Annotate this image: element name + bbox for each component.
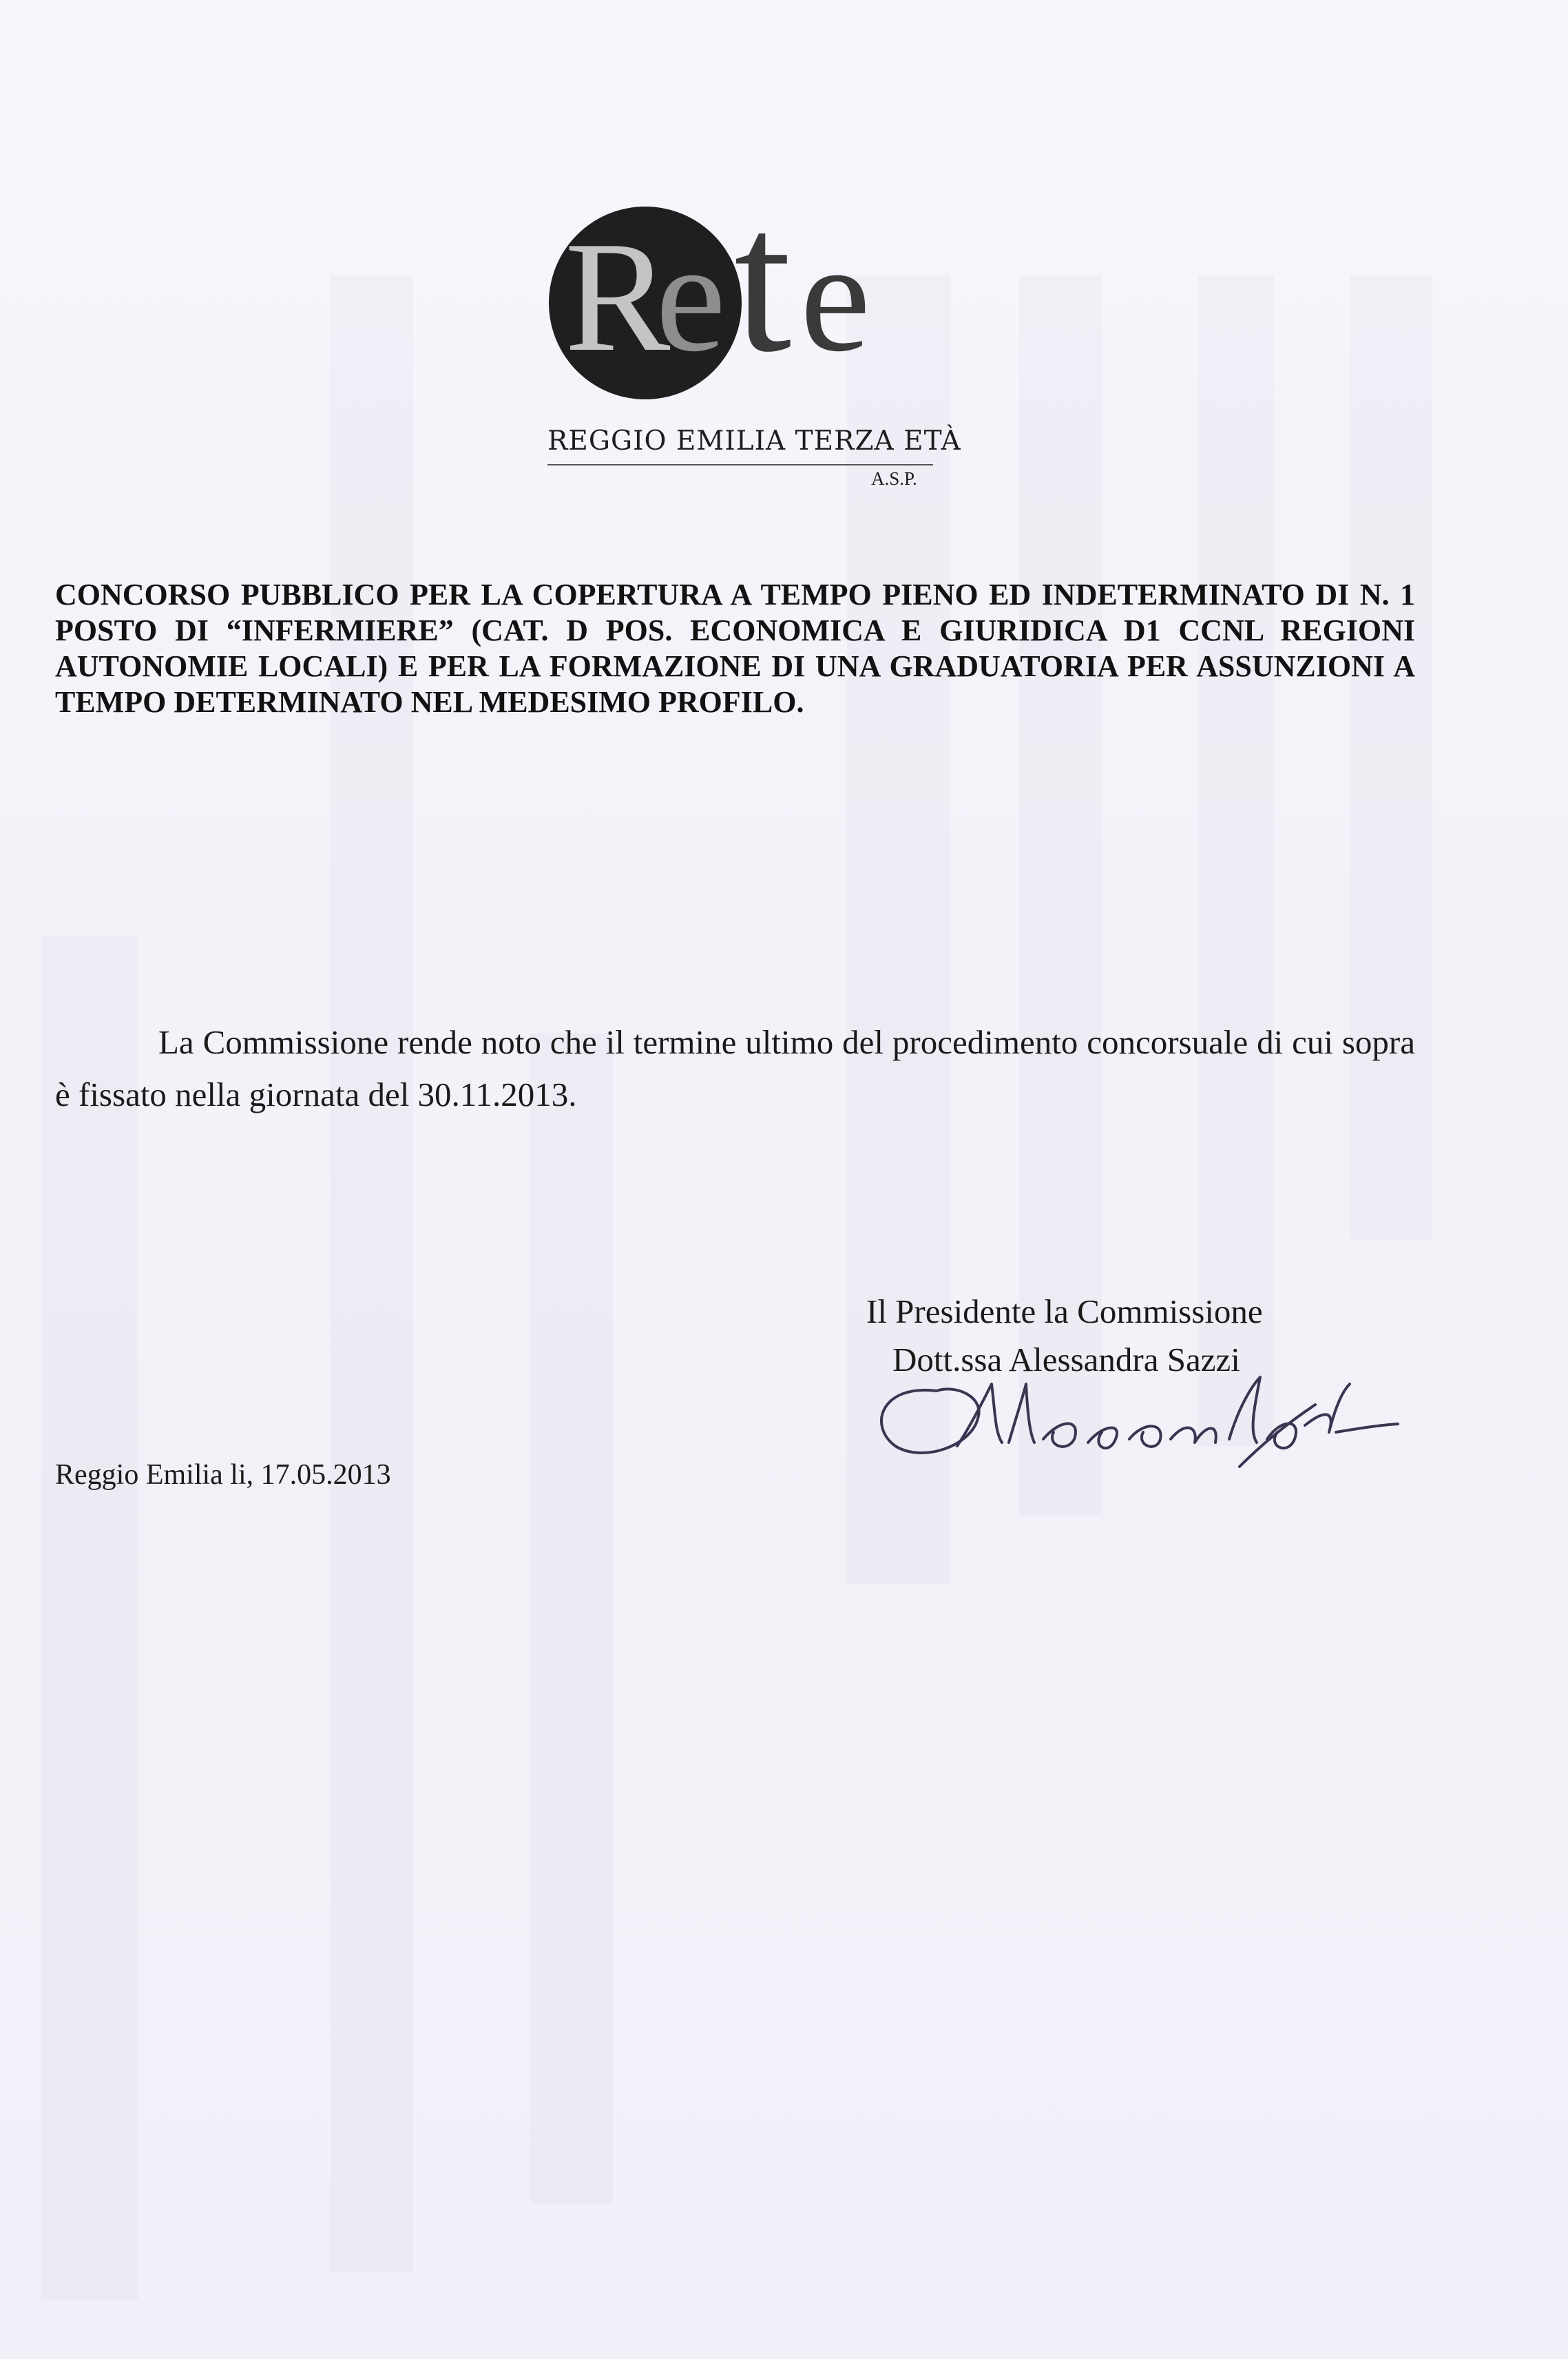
signatory-role: Il Presidente la Commissione: [866, 1292, 1263, 1330]
logo-letter-r: R: [565, 209, 671, 384]
logo-letter-t: t: [734, 166, 792, 395]
bleed-through-mark: [1198, 275, 1274, 1446]
logo-letter-e2: e: [800, 209, 871, 384]
signatory-name: Dott.ssa Alessandra Sazzi: [892, 1341, 1240, 1378]
place-and-date: Reggio Emilia li, 17.05.2013: [55, 1459, 391, 1491]
handwritten-signature: [854, 1343, 1419, 1480]
bleed-through-mark: [331, 275, 413, 2272]
announcement-body: La Commissione rende noto che il termine ultimo del procedimento concorsuale di cui sopra è fissato nella giornata del 30.11.2013.: [55, 1023, 1415, 1113]
organization-divider: [547, 464, 933, 465]
organization-name: REGGIO EMILIA TERZA ETÀ: [547, 426, 961, 457]
bleed-through-mark: [530, 1033, 613, 2203]
logo-letter-e: e: [656, 209, 726, 384]
bleed-through-mark: [41, 936, 138, 2300]
organization-suffix: A.S.P.: [871, 468, 917, 489]
document-title: CONCORSO PUBBLICO PER LA COPERTURA A TEMPO PIENO ED INDETERMINATO DI N. 1 POSTO DI “INFERMIERE” (CAT. D POS. ECONOMICA E GIURIDICA D1 CCNL REGIONI AUTONOMIE LOCALI) E PER LA FORMAZIONE DI UNA GRADUATORIA PER ASSUNZIONI A TEMPO DETERMINATO NEL MEDESIMO PROFILO.: [55, 578, 1415, 719]
